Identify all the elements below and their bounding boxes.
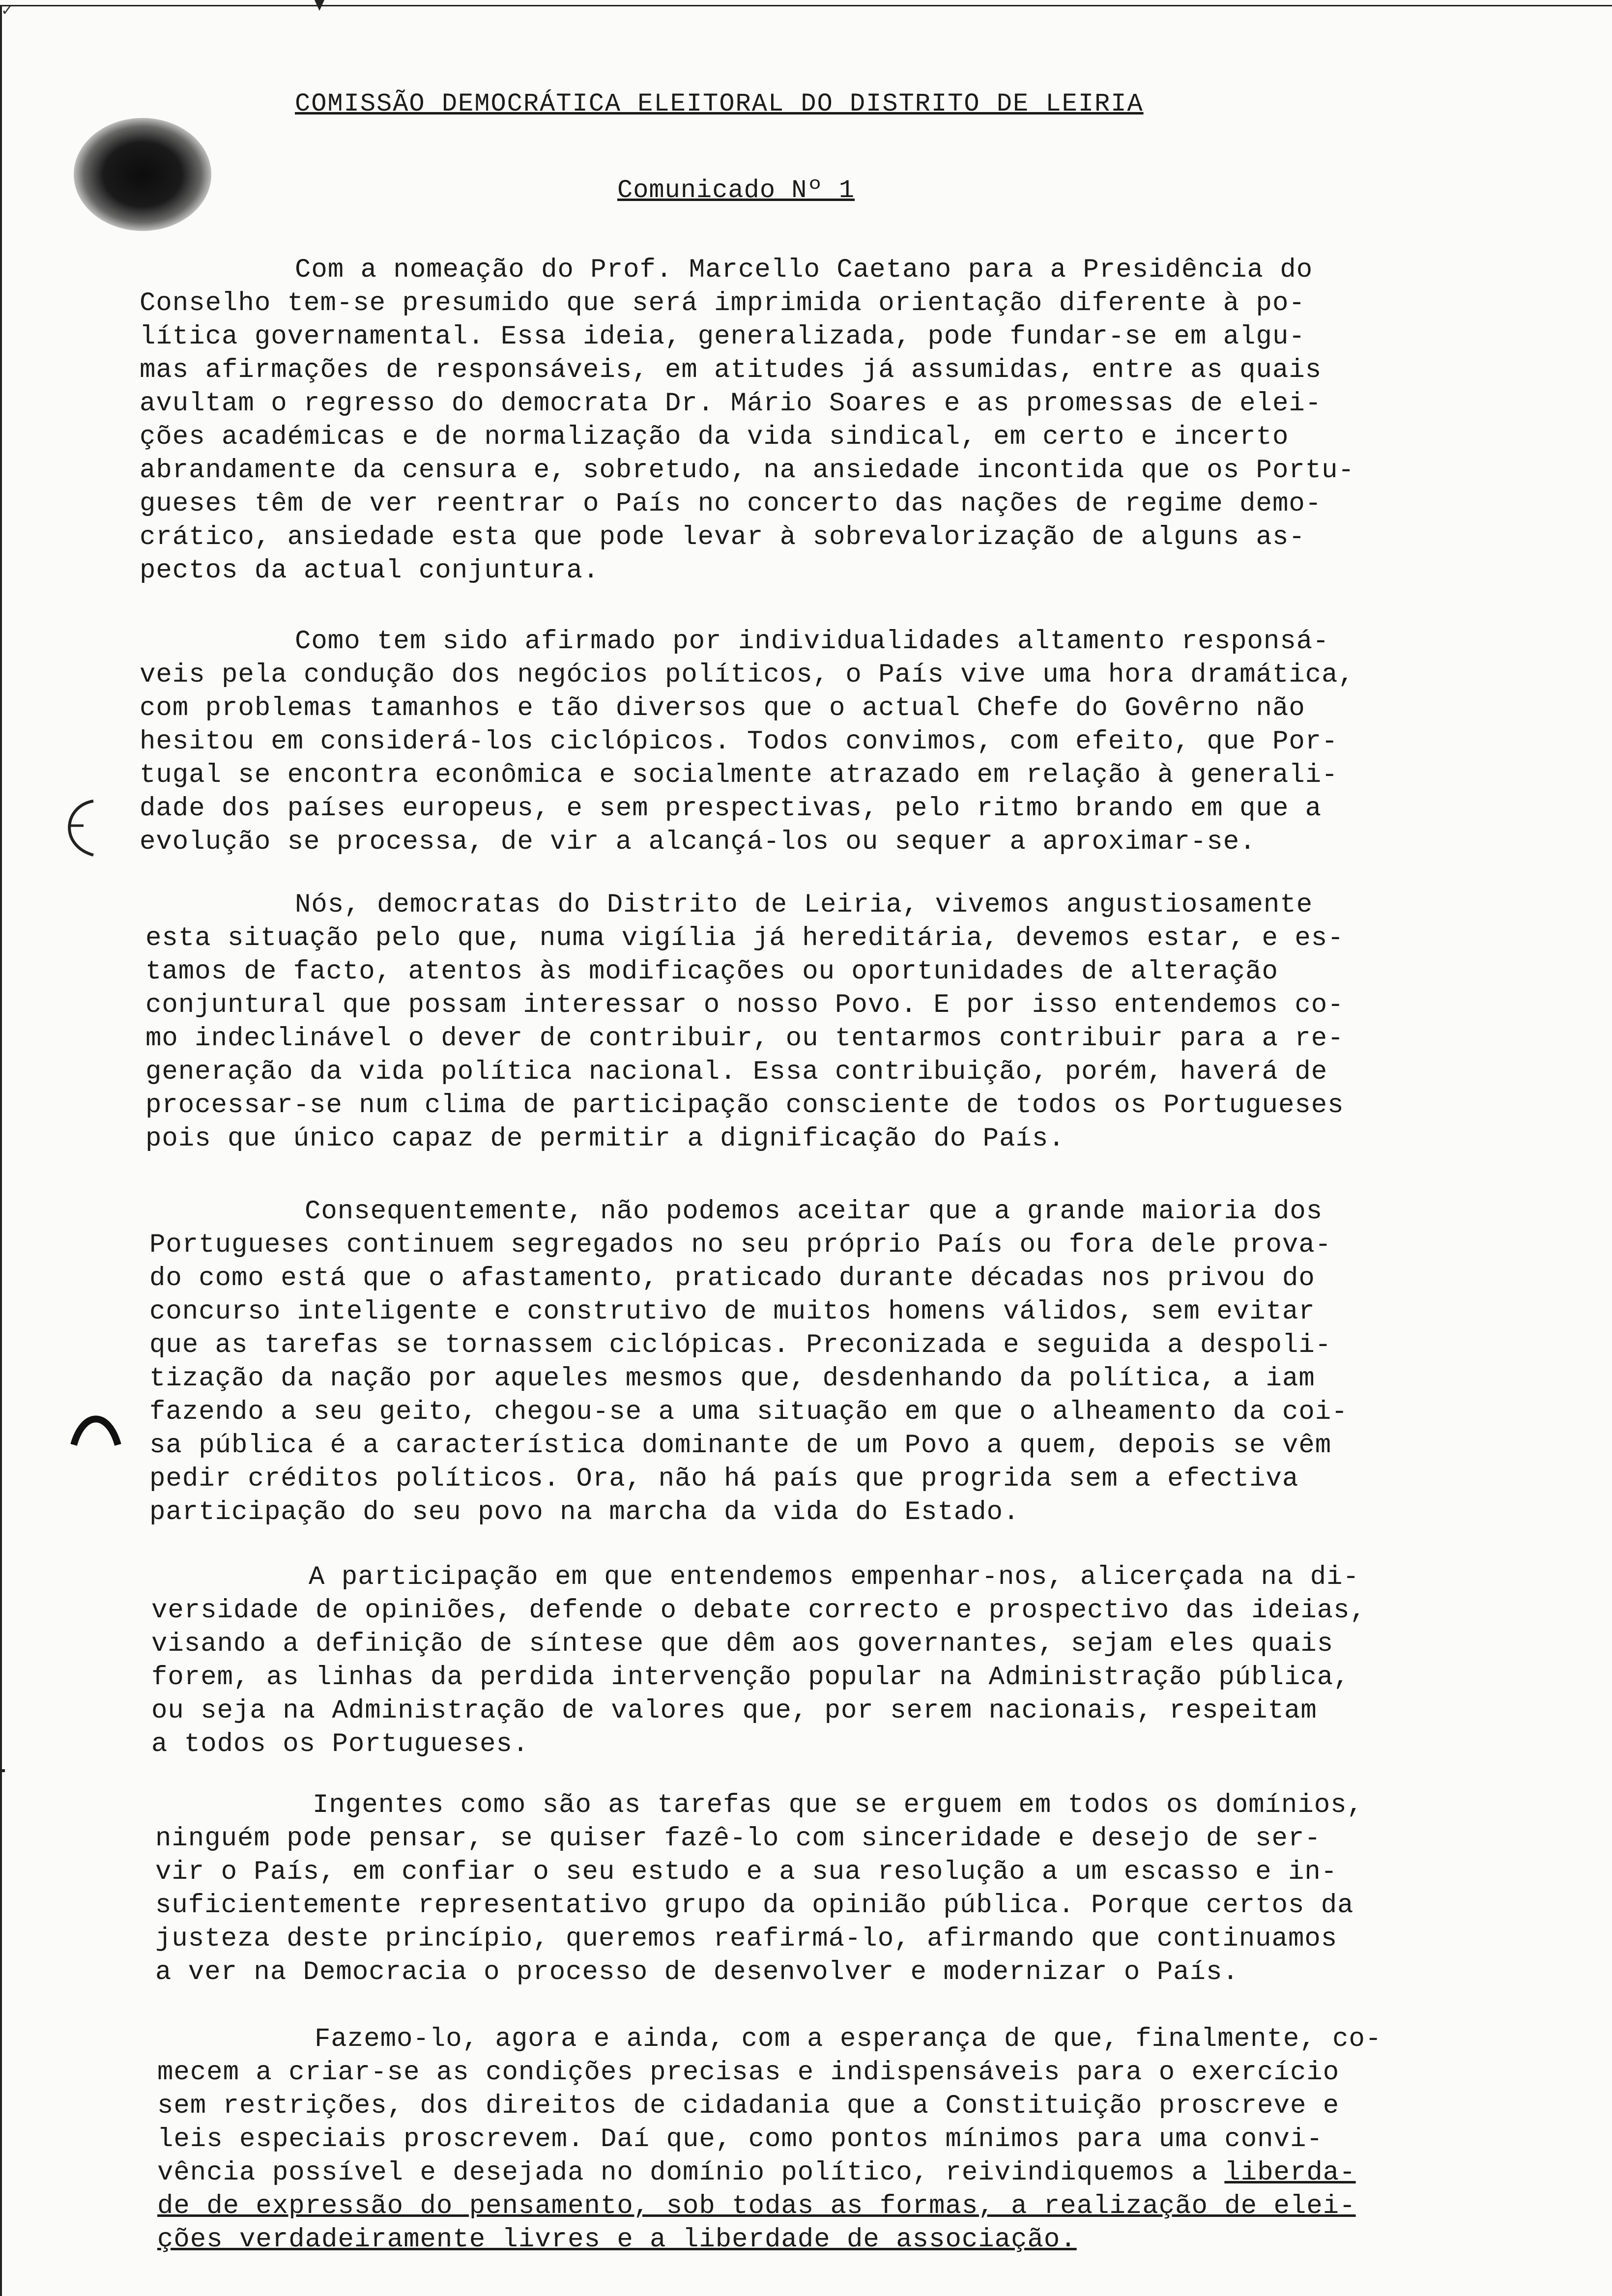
underlined-text: liberda- (1224, 2158, 1356, 2188)
text-line: dade dos países europeus, e sem prespectivas, pelo ritmo brando em que a (140, 794, 1322, 824)
text-line: Com a nomeação do Prof. Marcello Caetano para a Presidência do (295, 255, 1313, 285)
border-notch (315, 0, 324, 11)
text-line: Nós, democratas do Distrito de Leiria, vivemos angustiosamente (295, 890, 1313, 920)
text-line: participação do seu povo na marcha da vida do Estado. (149, 1497, 1020, 1527)
text-line: Ingentes como são as tarefas que se erguem em todos os domínios, (313, 1790, 1363, 1820)
text-line: generação da vida política nacional. Essa contribuição, porém, haverá de (145, 1057, 1328, 1087)
text-line: conjuntural que possam interessar o nosso Povo. E por isso entendemos co- (145, 990, 1344, 1020)
arc-mark-icon (69, 1406, 123, 1455)
text-line: sa pública é a característica dominante de um Povo a quem, depois se vêm (149, 1431, 1332, 1461)
text-line: suficientemente representativo grupo da opinião pública. Porque certos da (155, 1891, 1354, 1921)
text-line: Fazemo-lo, agora e ainda, com a esperança de que, finalmente, co- (315, 2024, 1382, 2054)
text-line: Portugueses continuem segregados no seu próprio País ou fora dele prova- (149, 1230, 1332, 1260)
text-line: leis especiais proscrevem. Daí que, como pontos mínimos para uma convi- (157, 2124, 1323, 2154)
text-line: que as tarefas se tornassem ciclópicas. Preconizada e seguida a despoli- (149, 1330, 1332, 1360)
underlined-text-line: ções verdadeiramente livres e a liberdade de associação. (157, 2225, 1077, 2255)
text-line: processar-se num clima de participação consciente de todos os Portugueses (145, 1091, 1344, 1120)
text-line: hesitou em considerá-los ciclópicos. Todos convimos, com efeito, que Por- (140, 727, 1338, 757)
document-heading: COMISSÃO DEMOCRÁTICA ELEITORAL DO DISTRITO DE LEIRIA (295, 89, 1144, 118)
text-line: pois que único capaz de permitir a dignificação do País. (145, 1124, 1065, 1154)
text-line: vir o País, em confiar o seu estudo e a sua resolução a um escasso e in- (155, 1857, 1338, 1887)
margin-tick (0, 1769, 5, 1772)
text-line: veis pela condução dos negócios políticos, o País vive uma hora dramática, (140, 660, 1354, 690)
text-line (157, 2158, 1356, 2188)
text-line: evolução se processa, de vir a alcançá-los ou sequer a aproximar-se. (140, 827, 1256, 857)
text-line: concurso inteligente e construtivo de muitos homens válidos, sem evitar (149, 1297, 1315, 1327)
text-line: A participação em que entendemos empenhar-nos, alicerçada na di- (309, 1562, 1359, 1592)
text-line: com problemas tamanhos e tão diversos que o actual Chefe do Govêrno não (140, 693, 1305, 723)
text-line: esta situação pelo que, numa vigília já hereditária, devemos estar, e es- (145, 923, 1344, 953)
text-line: tamos de facto, atentos às modificações ou oportunidades de alteração (145, 957, 1278, 987)
text-line: a ver na Democracia o processo de desenvolver e modernizar o País. (155, 1957, 1239, 1987)
text-line: mo indeclinável o dever de contribuir, ou tentarmos contribuir para a re- (145, 1024, 1344, 1054)
text-line: ou seja na Administração de valores que, por serem nacionais, respeitam (151, 1696, 1317, 1726)
page-border-left (0, 5, 2, 2296)
text-line: tugal se encontra econômica e socialmente atrazado em relação à generali- (140, 760, 1338, 790)
text-line: Consequentemente, não podemos aceitar que a grande maioria dos (305, 1197, 1323, 1227)
check-mark-icon: ✓ (1, 2, 14, 19)
text-line: gueses têm de ver reentrar o País no concerto das nações de regime demo- (140, 489, 1322, 519)
text-line: mas afirmações de responsáveis, em atitudes já assumidas, entre as quais (140, 355, 1322, 385)
text-line: pedir créditos políticos. Ora, não há país que progrida sem a efectiva (149, 1464, 1299, 1494)
text-line: do como está que o afastamento, praticado durante décadas nos privou do (149, 1263, 1315, 1293)
text-line: fazendo a seu geito, chegou-se a uma situação em que o alheamento da coi- (149, 1397, 1348, 1427)
text-line: tização da nação por aqueles mesmos que, desdenhando da política, a iam (149, 1364, 1315, 1394)
text-line: Conselho tem-se presumido que será imprimida orientação diferente à po- (140, 288, 1305, 318)
text-line: abrandamente da censura e, sobretudo, na ansiedade incontida que os Portu- (140, 456, 1354, 486)
page-border-top (0, 5, 1612, 6)
text-line: sem restrições, dos direitos de cidadania que a Constituição proscreve e (157, 2091, 1340, 2121)
bracket-mark-icon (54, 791, 103, 865)
text-line: forem, as linhas da perdida intervenção popular na Administração pública, (151, 1663, 1350, 1693)
text-line: crático, ansiedade esta que pode levar à sobrevalorização de alguns as- (140, 522, 1305, 552)
text-segment: vência possível e desejada no domínio político, reivindiquemos a (157, 2158, 1225, 2188)
text-line: avultam o regresso do democrata Dr. Mário Soares e as promessas de elei- (140, 389, 1322, 419)
underlined-text-line: de de expressão do pensamento, sob todas as formas, a realização de elei- (157, 2191, 1356, 2221)
text-line: lítica governamental. Essa ideia, generalizada, pode fundar-se em algu- (140, 322, 1305, 352)
communique-number: Comunicado Nº 1 (617, 176, 855, 205)
text-line: a todos os Portugueses. (151, 1729, 529, 1759)
text-line: versidade de opiniões, defende o debate correcto e prospectivo das ideias, (151, 1596, 1366, 1626)
text-line: Como tem sido afirmado por individualidades altamento responsá- (295, 627, 1329, 657)
text-line: visando a definição de síntese que dêm aos governantes, sejam eles quais (151, 1629, 1334, 1659)
text-line: ções académicas e de normalização da vida sindical, em certo e incerto (140, 422, 1289, 452)
text-line: ninguém pode pensar, se quiser fazê-lo com sinceridade e desejo de ser- (155, 1824, 1321, 1854)
text-line: justeza deste princípio, queremos reafirmá-lo, afirmando que continuamos (155, 1924, 1338, 1954)
text-line: pectos da actual conjuntura. (140, 556, 600, 586)
text-line: mecem a criar-se as condições precisas e indispensáveis para o exercício (157, 2058, 1340, 2088)
punch-hole (74, 118, 211, 231)
